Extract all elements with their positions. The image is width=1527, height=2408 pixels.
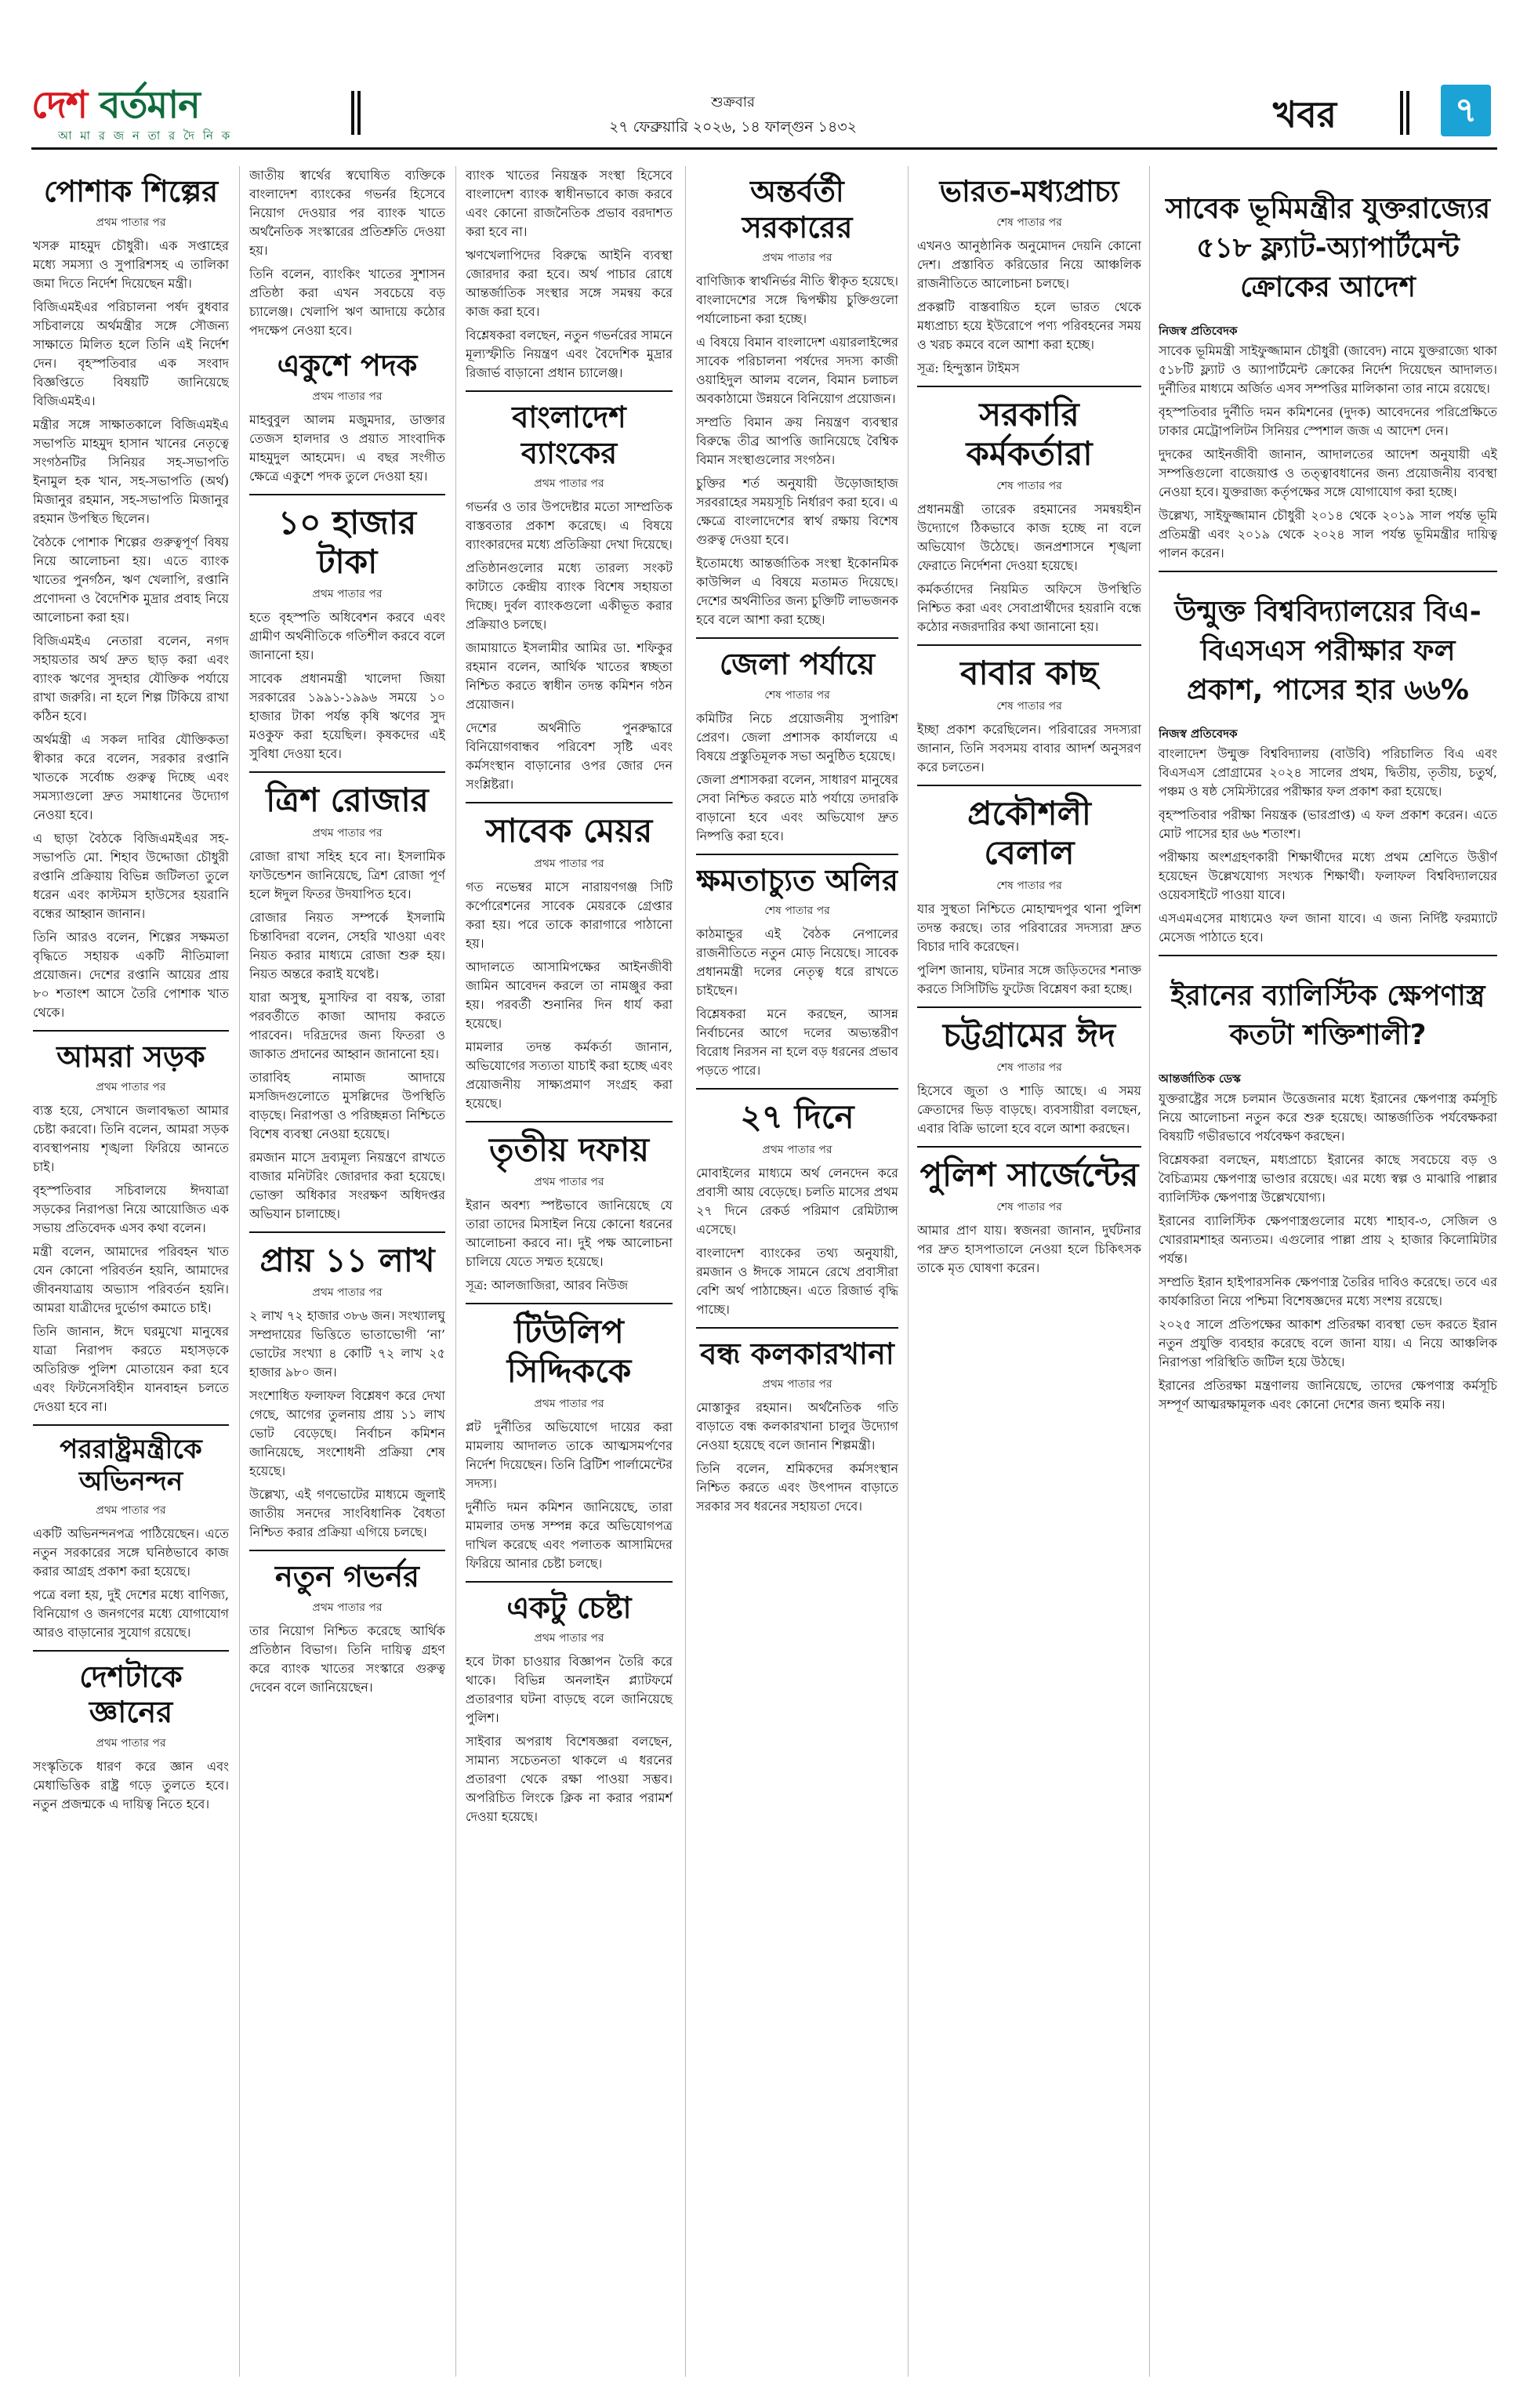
- column-divider: [455, 166, 456, 2377]
- body-text: বৃহস্পতিবার দুর্নীতি দমন কমিশনের (দুদক) আবেদনের পরিপ্রেক্ষিতে ঢাকার মেট্রোপলিটন সিনিয়র স্পেশাল জজ এ আদেশ দেন।: [1159, 404, 1497, 438]
- continuation-label: প্রথম পাতার পর: [534, 1632, 604, 1645]
- continuation-label: প্রথম পাতার পর: [312, 588, 383, 601]
- body-text: রোজার নিয়ত সম্পর্কে ইসলামি চিন্তাবিদরা বলেন, সেহরি খাওয়া এবং নিয়ত করার মাধ্যমে রোজা শুরু হয়। নিয়ত অন্তরে করাই যথেষ্ট।: [249, 909, 445, 981]
- body-text: ব্যস্ত হয়ে, সেখানে জলাবদ্ধতা আমার চেষ্টা করবো। তিনি বলেন, আমরা সড়ক ব্যবস্থাপনায় শৃঙ্খলা ফিরিয়ে আনতে চাই।: [33, 1103, 229, 1175]
- column-4: [696, 166, 898, 2377]
- body-text: কর্মকর্তাদের নিয়মিত অফিসে উপস্থিতি নিশ্চিত করা এবং সেবাপ্রার্থীদের হয়রানি বন্ধে কঠোর নজরদারির কথা জানানো হয়।: [917, 582, 1141, 635]
- headline-right-3: ইরানের ব্যালিস্টিক ক্ষেপণাস্ত্র কতটা শক্তিশালী?: [1170, 980, 1485, 1051]
- column-divider: [685, 166, 686, 2377]
- headline-jela: জেলা পর্যায়ে: [719, 647, 876, 682]
- headline-baba: বাবার কাছ: [960, 654, 1098, 693]
- headline-desh: দেশটাকে জ্ঞানের: [79, 1659, 183, 1730]
- logo-red-text: দেশ: [31, 83, 88, 127]
- continuation-label: শেষ পাতার পর: [996, 699, 1062, 713]
- headline-amra: আমরা সড়ক: [56, 1039, 205, 1074]
- body-text: ইতোমধ্যে আন্তর্জাতিক সংস্থা ইকোনমিক কাউন্সিল এ বিষয়ে মতামত দিয়েছে। দেশের অর্থনীতির জন্য চুক্তিটি লাভজনক হবে বলে আশা করা হচ্ছে।: [696, 556, 898, 628]
- body-text: বৃহস্পতিবার পরীক্ষা নিয়ন্ত্রক (ভারপ্রাপ্ত) এ ফল প্রকাশ করেন। এতে মোট পাসের হার ৬৬ শতাংশ।: [1159, 807, 1497, 841]
- body-text: প্লট দুর্নীতির অভিযোগে দায়ের করা মামলায় আদালত তাকে আত্মসমর্পণের নির্দেশ দিয়েছেন। তিনি ব্রিটিশ পার্লামেন্টের সদস্য।: [466, 1419, 673, 1491]
- masthead-divider: [357, 91, 361, 135]
- body-text: পরীক্ষায় অংশগ্রহণকারী শিক্ষার্থীদের মধ্যে প্রথম শ্রেণিতে উত্তীর্ণ হয়েছেন উল্লেখযোগ্য সংখ্যক শিক্ষার্থী। ফলাফল বিশ্ববিদ্যালয়ের ওয়েবসাইটে পাওয়া যাবে।: [1159, 850, 1497, 902]
- body-text: দেশের অর্থনীতি পুনরুদ্ধারে বিনিয়োগবান্ধব পরিবেশ সৃষ্টি এবং কর্মসংস্থান বাড়ানোর ওপর জোর দেন সংশ্লিষ্টরা।: [466, 720, 673, 792]
- masthead-divider: [1406, 91, 1409, 135]
- body-text: সংশোধিত ফলাফল বিশ্লেষণ করে দেখা গেছে, আগের তুলনায় প্রায় ১১ লাখ ভোট বেড়েছে। নির্বাচন কমিশন জানিয়েছে, সংশোধনী প্রক্রিয়া শেষ হয়েছে।: [249, 1388, 445, 1479]
- story-divider: [917, 1146, 1141, 1148]
- body-text: মন্ত্রীর সঙ্গে সাক্ষাতকালে বিজিএমইএ সভাপতি মাহমুদ হাসান খানের নেতৃত্বে সংগঠনটির সিনিয়র সহ-সভাপতি ইনামুল হক খান, সহ-সভাপতি (অর্থ) মিজানুর রহমান, সহ-সভাপতি মিজানুর রহমান উপস্থিত ছিলেন।: [33, 416, 229, 526]
- continuation-label: শেষ পাতার পর: [764, 688, 830, 702]
- body-text: জেলা প্রশাসকরা বলেন, সাধারণ মানুষের সেবা নিশ্চিত করতে মাঠ পর্যায়ে তদারকি বাড়ানো হবে এবং অভিযোগ দ্রুত নিষ্পত্তি করা হবে।: [696, 771, 898, 843]
- story-divider: [696, 637, 898, 639]
- body-text: পুলিশ জানায়, ঘটনার সঙ্গে জড়িতদের শনাক্ত করতে সিসিটিভি ফুটেজ বিশ্লেষণ করা হচ্ছে।: [917, 962, 1141, 996]
- body-text: বিশ্লেষকরা বলছেন, মধ্যপ্রাচ্যে ইরানের কাছে সবচেয়ে বড় ও বৈচিত্র্যময় ক্ষেপণাস্ত্র ভাণ্ডার রয়েছে। এর মধ্যে স্বল্প ও মাঝারি পাল্লার ব্যালিস্টিক ক্ষেপণাস্ত্র উল্লেখযোগ্য।: [1159, 1152, 1497, 1205]
- column-5: [917, 166, 1141, 2377]
- story-divider: [33, 1030, 229, 1032]
- body-text: এ ছাড়া বৈঠকে বিজিএমইএর সহ-সভাপতি মো. শিহাব উদ্দোজা চৌধুরী রপ্তানি প্রক্রিয়ায় বিভিন্ন জটিলতা তুলে ধরেন এবং কাস্টমস হাউসের হয়রানি বন্ধের আহ্বান জানান।: [33, 830, 229, 921]
- body-text: মন্ত্রী বলেন, আমাদের পরিবহন খাত যেন কোনো পরিবর্তন হয়নি, আমাদের জীবনযাত্রায় অভ্যাস পরিবর্তন হয়নি। আমরা যাত্রীদের দুর্ভোগ কমাতে চাই।: [33, 1244, 229, 1316]
- body-text: সম্প্রতি ইরান হাইপারসনিক ক্ষেপণাস্ত্র তৈরির দাবিও করেছে। তবে এর কার্যকারিতা নিয়ে পশ্চিমা বিশেষজ্ঞদের মধ্যে সংশয় রয়েছে।: [1159, 1275, 1497, 1308]
- body-text: দুদকের আইনজীবী জানান, আদালতের আদেশ অনুযায়ী এই সম্পত্তিগুলো বাজেয়াপ্ত ও তত্ত্বাবধানের জন্য প্রয়োজনীয় ব্যবস্থা নেওয়া হবে। যুক্তরাজ্য কর্তৃপক্ষের সঙ্গে যোগাযোগ করা হচ্ছে।: [1159, 447, 1497, 499]
- headline-dosh: ১০ হাজার টাকা: [277, 502, 417, 581]
- body-text: রোজা রাখা সহিহ হবে না। ইসলামিক ফাউন্ডেশন জানিয়েছে, ত্রিশ রোজা পূর্ণ হলে ঈদুল ফিতর উদযাপিত হবে।: [249, 848, 445, 901]
- reporter-credit: নিজস্ব প্রতিবেদক: [1159, 727, 1238, 741]
- body-text: বিশ্লেষকরা মনে করছেন, আসন্ন নির্বাচনের আগে দলের অভ্যন্তরীণ বিরোধ নিরসন না হলে বড় ধরনের প্রভাব পড়তে পারে।: [696, 1006, 898, 1079]
- continuation-label: প্রথম পাতার পর: [312, 1286, 383, 1300]
- continuation-label: প্রথম পাতার পর: [96, 1081, 166, 1094]
- headline-notun: নতুন গভর্নর: [275, 1559, 419, 1594]
- story-divider: [466, 390, 673, 392]
- body-text: হবে টাকা চাওয়ার বিজ্ঞাপন তৈরি করে থাকে। বিভিন্ন অনলাইন প্ল্যাটফর্মে প্রতারণার ঘটনা বাড়ছে বলে জানিয়েছে পুলিশ।: [466, 1654, 673, 1726]
- story-divider: [33, 1650, 229, 1652]
- continuation-label: প্রথম পাতার পর: [312, 390, 383, 403]
- continuation-label: প্রথম পাতার পর: [534, 1397, 604, 1410]
- source-credit: সূত্র: হিন্দুস্তান টাইমস: [917, 360, 1020, 375]
- body-text: ২ লাখ ৭২ হাজার ৩৮৬ জন। সংখ্যালঘু সম্প্রদায়ের ভিত্তিতে ভাতাভোগী ‘না’ ভোটের সংখ্যা ৪ কোটি ৭২ লাখ ২৫ হাজার ৯৮০ জন।: [249, 1308, 445, 1380]
- body-text: বাংলাদেশ ব্যাংকের তথ্য অনুযায়ী, রমজান ও ঈদকে সামনে রেখে প্রবাসীরা বেশি অর্থ পাঠাচ্ছেন। এতে রিজার্ভ বৃদ্ধি পাচ্ছে।: [696, 1245, 898, 1317]
- masthead-divider: [351, 91, 354, 135]
- headline-tritio: তৃতীয় দফায়: [488, 1130, 650, 1169]
- newspaper-logo: [31, 85, 200, 125]
- body-text: উল্লেখ্য, সাইফুজ্জামান চৌধুরী ২০১৪ থেকে ২০১৯ সাল পর্যন্ত ভূমি প্রতিমন্ত্রী এবং ২০১৯ থেকে ২০২৪ সাল পর্যন্ত ভূমিমন্ত্রীর দায়িত্ব পালন করেন।: [1159, 508, 1497, 560]
- headline-prorastro: পররাষ্ট্রমন্ত্রীকে অভিনন্দন: [60, 1434, 202, 1497]
- body-text: সাবেক ভূমিমন্ত্রী সাইফুজ্জামান চৌধুরী (জাবেদ) নামে যুক্তরাজ্যে থাকা ৫১৮টি ফ্ল্যাট ও অ্যাপার্টমেন্ট ক্রোকের নির্দেশ দিয়েছেন আদালত। দুর্নীতির মাধ্যমে অর্জিত এসব সম্পত্তির মালিকানা তার নামে রয়েছে।: [1159, 343, 1497, 396]
- continuation-label: শেষ পাতার পর: [996, 480, 1062, 493]
- headline-sabek: সাবেক মেয়র: [485, 811, 653, 850]
- story-divider: [33, 1424, 229, 1426]
- body-text: খসরু মাহমুদ চৌধুরী। এক সপ্তাহের মধ্যে সমস্যা ও সুপারিশসহ এ তালিকা জমা দিতে নির্দেশ দিয়েছেন মন্ত্রী।: [33, 238, 229, 291]
- story-divider: [1159, 955, 1497, 956]
- story-divider: [249, 771, 445, 773]
- body-text: তার নিয়োগ নিশ্চিত করেছে আর্থিক প্রতিষ্ঠান বিভাগ। তিনি দায়িত্ব গ্রহণ করে ব্যাংক খাতের সংস্কারে গুরুত্ব দেবেন বলে জানিয়েছেন।: [249, 1623, 445, 1695]
- headline-antorborti: অন্তর্বর্তী সরকারের: [742, 174, 853, 245]
- body-text: উল্লেখ্য, এই গণভোটের মাধ্যমে জুলাই জাতীয় সনদের সাংবিধানিক বৈধতা নিশ্চিত করার প্রক্রিয়া এগিয়ে চলছে।: [249, 1487, 445, 1540]
- body-text: মামলার তদন্ত কর্মকর্তা জানান, অভিযোগের সত্যতা যাচাই করা হচ্ছে এবং প্রয়োজনীয় সাক্ষ্যপ্রমাণ সংগ্রহ করা হয়েছে।: [466, 1039, 673, 1111]
- continuation-label: প্রথম পাতার পর: [312, 826, 383, 840]
- continuation-label: প্রথম পাতার পর: [96, 1503, 166, 1517]
- story-divider: [696, 1088, 898, 1090]
- body-text: তিনি বলেন, শ্রমিকদের কর্মসংস্থান নিশ্চিত করতে এবং উৎপাদন বাড়াতে সরকার সব ধরনের সহায়তা দেবে।: [696, 1461, 898, 1514]
- body-text: মোবাইলের মাধ্যমে অর্থ লেনদেন করে প্রবাসী আয় বেড়েছে। চলতি মাসের প্রথম ২৭ দিনে রেকর্ড পরিমাণ রেমিট্যান্স এসেছে।: [696, 1165, 898, 1237]
- body-text: প্রকল্পটি বাস্তবায়িত হলে ভারত থেকে মধ্যপ্রাচ্য হয়ে ইউরোপে পণ্য পরিবহনের সময় ও খরচ কমবে বলে আশা করা হচ্ছে।: [917, 299, 1141, 352]
- section-name: খবর: [1273, 93, 1337, 136]
- issue-date: ২৭ ফেব্রুয়ারি ২০২৬, ১৪ ফাল্গুন ১৪৩২: [608, 118, 858, 136]
- column-divider: [1149, 166, 1150, 2377]
- story-divider: [466, 1121, 673, 1122]
- body-text: প্রধানমন্ত্রী তারেক রহমানের সমন্বয়হীন উদ্যোগে ঠিকভাবে কাজ হচ্ছে না বলে অভিযোগ উঠেছে। জনপ্রশাসনে শৃঙ্খলা ফেরাতে নির্দেশনা দেওয়া হয়েছে।: [917, 502, 1141, 574]
- headline-right-2: উন্মুক্ত বিশ্ববিদ্যালয়ের বিএ-বিএসএস পরীক্ষার ফল প্রকাশ, পাসের হার ৬৬%: [1174, 596, 1482, 706]
- continuation-label: শেষ পাতার পর: [764, 905, 830, 918]
- body-text: এখনও আনুষ্ঠানিক অনুমোদন দেয়নি কোনো দেশ। প্রস্তাবিত করিডোর নিয়ে আঞ্চলিক রাজনীতিতে আলোচনা চলছে।: [917, 238, 1141, 291]
- continuation-label: শেষ পাতার পর: [996, 1201, 1062, 1214]
- continuation-label: প্রথম পাতার পর: [534, 1175, 604, 1188]
- body-text: তিনি বলেন, ব্যাংকিং খাতের সুশাসন প্রতিষ্ঠা করা এখন সবচেয়ে বড় চ্যালেঞ্জ। খেলাপি ঋণ আদায়ে কঠোর পদক্ষেপ নেওয়া হবে।: [249, 267, 445, 338]
- body-text: প্রতিষ্ঠানগুলোর মধ্যে তারল্য সংকট কাটাতে কেন্দ্রীয় ব্যাংক বিশেষ সহায়তা দিচ্ছে। দুর্বল ব্যাংকগুলো একীভূত করার প্রক্রিয়াও চলছে।: [466, 560, 673, 633]
- column-divider: [239, 166, 240, 2377]
- issue-day: শুক্রবার: [711, 94, 755, 111]
- tagline: আ মা র জ ন তা র দৈ নি ক: [58, 129, 233, 143]
- headline-bondho: বন্ধ কলকারখানা: [700, 1336, 894, 1371]
- body-text: এ বিষয়ে বিমান বাংলাদেশ এয়ারলাইন্সের সাবেক পরিচালনা পর্ষদের সদস্য কাজী ওয়াহিদুল আলম বলেন, বিমান চলাচল অবকাঠামো উন্নয়নে বিনিয়োগ প্রয়োজন।: [696, 335, 898, 407]
- body-text: পত্রে বলা হয়, দুই দেশের মধ্যে বাণিজ্য, বিনিয়োগ ও জনগণের মধ্যে যোগাযোগ আরও বাড়ানোর সুযোগ রয়েছে।: [33, 1587, 229, 1640]
- story-divider: [696, 854, 898, 855]
- headline-bharat: ভারত-মধ্যপ্রাচ্য: [939, 174, 1119, 209]
- story-divider: [466, 1581, 673, 1583]
- reporter-credit: আন্তর্জাতিক ডেস্ক: [1159, 1072, 1241, 1086]
- body-text: তিনি জানান, ঈদে ঘরমুখো মানুষের যাত্রা নিরাপদ করতে মহাসড়কে অতিরিক্ত পুলিশ মোতায়েন করা হবে এবং ফিটনেসবিহীন যানবাহন চলতে দেওয়া হবে না।: [33, 1324, 229, 1415]
- body-text: ইরানের ব্যালিস্টিক ক্ষেপণাস্ত্রগুলোর মধ্যে শাহাব-৩, সেজিল ও খোররামশাহর অন্যতম। এগুলোর পাল্লা প্রায় ২ হাজার কিলোমিটার পর্যন্ত।: [1159, 1213, 1497, 1266]
- headline-sorkari: সরকারি কর্মকর্তারা: [966, 394, 1093, 473]
- headline-police: পুলিশ সার্জেন্টের: [919, 1155, 1139, 1194]
- continuation-label: প্রথম পাতার পর: [762, 252, 832, 265]
- headline-chottogram: চট্টগ্রামের ঈদ: [942, 1015, 1116, 1054]
- column-1: [33, 166, 229, 2377]
- body-text: জাতীয় স্বার্থের স্বঘোষিত ব্যক্তিকে বাংলাদেশ ব্যাংকের গভর্নর হিসেবে নিয়োগ দেওয়ার পর ব্যাংক খাতে অর্থনৈতিক সংস্কারের প্রতিশ্রুতি দেওয়া হয়।: [249, 168, 445, 258]
- headline-ekushe: একুশে পদক: [277, 348, 418, 383]
- story-divider: [249, 494, 445, 495]
- body-text: যুক্তরাষ্ট্রের সঙ্গে চলমান উত্তেজনার মধ্যে ইরানের ক্ষেপণাস্ত্র কর্মসূচি নিয়ে আলোচনা নতুন করে শুরু হয়েছে। আন্তর্জাতিক পর্যবেক্ষকরা বিষয়টি গভীরভাবে পর্যবেক্ষণ করছেন।: [1159, 1091, 1497, 1144]
- column-3: [466, 166, 673, 2377]
- body-text: বৈঠকে পোশাক শিল্পের গুরুত্বপূর্ণ বিষয় নিয়ে আলোচনা হয়। এতে ব্যাংক খাতের পুনর্গঠন, ঋণ খেলাপি, রপ্তানি প্রণোদনা ও বৈদেশিক মুদ্রার প্রবাহ নিয়ে আলোচনা করা হয়।: [33, 534, 229, 625]
- body-text: ঋণখেলাপিদের বিরুদ্ধে আইনি ব্যবস্থা জোরদার করা হবে। অর্থ পাচার রোধে আন্তর্জাতিক সংস্থার সঙ্গে সমন্বয় করে কাজ করা হবে।: [466, 248, 673, 319]
- body-text: হতে বৃহস্পতি অধিবেশন করবে এবং গ্রামীণ অর্থনীতিকে গতিশীল করবে বলে জানানো হয়।: [249, 610, 445, 663]
- body-text: মাহবুবুল আলম মজুমদার, ডাক্তার তেজস হালদার ও প্রয়াত সাংবাদিক মাহমুদুল আহমেদ। এ বছর সংগীত ক্ষেত্রে একুশে পদক তুলে দেওয়া হয়।: [249, 412, 445, 484]
- column-divider: [908, 166, 909, 2377]
- headline-right-1: সাবেক ভূমিমন্ত্রীর যুক্তরাজ্যের ৫১৮ ফ্ল্যাট-অ্যাপার্টমেন্ট ক্রোকের আদেশ: [1165, 193, 1491, 303]
- story-divider: [249, 1550, 445, 1551]
- body-text: হিসেবে জুতা ও শাড়ি আছে। এ সময় ক্রেতাদের ভিড় বাড়ছে। ব্যবসায়ীরা বলছেন, এবার বিক্রি ভালো হবে বলে আশা করছেন।: [917, 1083, 1141, 1136]
- masthead-rule: [31, 147, 1497, 150]
- page-number-badge: ৭: [1441, 85, 1491, 136]
- body-text: আদালতে আসামিপক্ষের আইনজীবী জামিন আবেদন করলে তা নামঞ্জুর করা হয়। পরবর্তী শুনানির দিন ধার্য করা হয়েছে।: [466, 959, 673, 1031]
- story-divider: [466, 802, 673, 803]
- body-text: যার সুস্থতা নিশ্চিতে মোহাম্মদপুর থানা পুলিশ তদন্ত করছে। তার পরিবারের সদস্যরা দ্রুত বিচার দাবি করেছেন।: [917, 901, 1141, 954]
- body-text: মোস্তাকুর রহমান। অর্থনৈতিক গতি বাড়াতে বন্ধ কলকারখানা চালুর উদ্যোগ নেওয়া হয়েছে বলে জানান শিল্পমন্ত্রী।: [696, 1400, 898, 1453]
- story-divider: [917, 785, 1141, 786]
- headline-khomota: ক্ষমতাচ্যুত অলির: [696, 862, 898, 898]
- story-divider: [466, 1303, 673, 1304]
- headline-prokoushli: প্রকৌশলী বেলাল: [967, 793, 1091, 872]
- body-text: কাঠমান্ডুর এই বৈঠক নেপালের রাজনীতিতে নতুন মোড় নিয়েছে। সাবেক প্রধানমন্ত্রী দলের নেতৃত্ব ধরে রাখতে চাইছেন।: [696, 927, 898, 999]
- story-divider: [917, 1006, 1141, 1008]
- body-text: যারা অসুস্থ, মুসাফির বা বয়স্ক, তারা পরবর্তীতে কাজা আদায় করতে পারবেন। দরিদ্রদের জন্য ফিতরা ও জাকাত প্রদানের আহ্বান জানানো হয়।: [249, 989, 445, 1061]
- body-text: সংস্কৃতিকে ধারণ করে জ্ঞান এবং মেধাভিত্তিক রাষ্ট্র গড়ে তুলতে হবে। নতুন প্রজন্মকে এ দায়িত্ব নিতে হবে।: [33, 1758, 229, 1811]
- headline-prai: প্রায় ১১ লাখ: [259, 1240, 435, 1279]
- story-divider: [917, 644, 1141, 646]
- story-divider: [917, 386, 1141, 387]
- body-text: সম্প্রতি বিমান ক্রয় নিয়ন্ত্রণ ব্যবস্থার বিরুদ্ধে তীব্র আপত্তি জানিয়েছে বৈশ্বিক বিমান সংস্থাগুলোর সংগঠন।: [696, 415, 898, 468]
- continuation-label: প্রথম পাতার পর: [534, 477, 604, 491]
- continuation-label: প্রথম পাতার পর: [762, 1378, 832, 1391]
- body-text: চুক্তির শর্ত অনুযায়ী উড়োজাহাজ সরবরাহের সময়সূচি নির্ধারণ করা হবে। এ ক্ষেত্রে বাংলাদেশের স্বার্থ রক্ষায় বিশেষ গুরুত্ব দেওয়া হবে।: [696, 476, 898, 548]
- headline-trish: ত্রিশ রোজার: [266, 781, 429, 820]
- continuation-label: শেষ পাতার পর: [996, 1061, 1062, 1074]
- body-text: তিনি আরও বলেন, শিল্পের সক্ষমতা বৃদ্ধিতে সহায়ক একটি নীতিমালা প্রয়োজন। দেশের রপ্তানি আয়ের প্রায় ৮০ শতাংশ আসে তৈরি পোশাক খাত থেকে।: [33, 929, 229, 1020]
- body-text: ইচ্ছা প্রকাশ করেছিলেন। পরিবারের সদস্যরা জানান, তিনি সবসময় বাবার আদর্শ অনুসরণ করে চলতেন।: [917, 721, 1141, 774]
- body-text: বিজিএমইএ নেতারা বলেন, নগদ সহায়তার অর্থ দ্রুত ছাড় করা এবং ব্যাংক ঋণের সুদহার যৌক্তিক পর্যায়ে রাখা জরুরি। না হলে শিল্প টিকিয়ে রাখা কঠিন হবে।: [33, 633, 229, 723]
- body-text: আমার প্রাণ যায়। স্বজনরা জানান, দুর্ঘটনার পর দ্রুত হাসপাতালে নেওয়া হলে চিকিৎসক তাকে মৃত ঘোষণা করেন।: [917, 1223, 1141, 1276]
- continuation-label: প্রথম পাতার পর: [96, 1736, 166, 1750]
- body-text: রমজান মাসে দ্রব্যমূল্য নিয়ন্ত্রণে রাখতে বাজার মনিটরিং জোরদার করা হয়েছে। ভোক্তা অধিকার সংরক্ষণ অধিদপ্তর অভিযান চালাচ্ছে।: [249, 1149, 445, 1221]
- headline-poshak: পোশাক শিল্পের: [43, 174, 219, 209]
- body-text: এসএমএসের মাধ্যমেও ফল জানা যাবে। এ জন্য নির্দিষ্ট ফরম্যাটে মেসেজ পাঠাতে হবে।: [1159, 911, 1497, 945]
- story-divider: [1159, 571, 1497, 572]
- headline-bangladesh: বাংলাদেশ ব্যাংকের: [512, 400, 626, 470]
- reporter-credit: নিজস্ব প্রতিবেদক: [1159, 324, 1238, 338]
- body-text: ইরান অবশ্য স্পষ্টভাবে জানিয়েছে যে তারা তাদের মিসাইল নিয়ে কোনো ধরনের আলোচনা করবে না। দুই পক্ষ আলোচনা চালিয়ে যেতে সম্মত হয়েছে।: [466, 1197, 673, 1269]
- body-text: গত নভেম্বর মাসে নারায়ণগঞ্জ সিটি কর্পোরেশনের সাবেক মেয়রকে গ্রেপ্তার করা হয়। পরে তাকে কারাগারে পাঠানো হয়।: [466, 879, 673, 951]
- body-text: ইরানের প্রতিরক্ষা মন্ত্রণালয় জানিয়েছে, তাদের ক্ষেপণাস্ত্র কর্মসূচি সম্পূর্ণ আত্মরক্ষামূলক এবং কোনো দেশের জন্য হুমকি নয়।: [1159, 1378, 1497, 1412]
- masthead: [31, 85, 1497, 150]
- body-text: তারাবিহ নামাজ আদায়ে মসজিদগুলোতে মুসল্লিদের উপস্থিতি বাড়ছে। নিরাপত্তা ও পরিচ্ছন্নতা নিশ্চিতে বিশেষ ব্যবস্থা নেওয়া হয়েছে।: [249, 1069, 445, 1141]
- continuation-label: শেষ পাতার পর: [996, 216, 1062, 229]
- body-text: অর্থমন্ত্রী এ সকল দাবির যৌক্তিকতা স্বীকার করে বলেন, সরকার রপ্তানি খাতকে সর্বোচ্চ গুরুত্ব দিচ্ছে এবং সমস্যাগুলো দ্রুত সমাধানের উদ্যোগ নেওয়া হবে।: [33, 731, 229, 822]
- continuation-label: প্রথম পাতার পর: [534, 857, 604, 870]
- body-text: বিশ্লেষকরা বলছেন, নতুন গভর্নরের সামনে মূল্যস্ফীতি নিয়ন্ত্রণ এবং বৈদেশিক মুদ্রার রিজার্ভ বাড়ানো প্রধান চ্যালেঞ্জ।: [466, 328, 673, 380]
- body-text: বাংলাদেশ উন্মুক্ত বিশ্ববিদ্যালয় (বাউবি) পরিচালিত বিএ এবং বিএসএস প্রোগ্রামের ২০২৪ সালের প্রথম, দ্বিতীয়, তৃতীয়, চতুর্থ, পঞ্চম ও ষষ্ঠ সেমিস্টারের পরীক্ষার ফল প্রকাশ করা হয়েছে।: [1159, 746, 1497, 799]
- column-6: [1159, 166, 1497, 2377]
- body-text: সাবেক প্রধানমন্ত্রী খালেদা জিয়া সরকারের ১৯৯১-১৯৯৬ সময়ে ১০ হাজার টাকা পর্যন্ত কৃষি ঋণের সুদ মওকুফ করা হয়েছিল। কৃষকদের এই সুবিধা দেওয়া হবে।: [249, 671, 445, 762]
- body-text: কমিটির নিচে প্রয়োজনীয় সুপারিশ প্রেরণ। জেলা প্রশাসক কার্যালয়ে এ বিষয়ে প্রস্তুতিমূলক সভা অনুষ্ঠিত হয়েছে।: [696, 710, 898, 763]
- body-text: গভর্নর ও তার উপদেষ্টার মতো সাম্প্রতিক বাস্তবতার প্রকাশ করেছে। এ বিষয়ে ব্যাংকারদের মধ্যে প্রতিক্রিয়া দেখা দিয়েছে।: [466, 499, 673, 553]
- headline-tulip: টিউলিপ সিদ্দিককে: [506, 1311, 632, 1391]
- headline-satash: ২৭ দিনে: [740, 1097, 854, 1137]
- body-text: সাইবার অপরাধ বিশেষজ্ঞরা বলছেন, সামান্য সচেতনতা থাকলে এ ধরনের প্রতারণা থেকে রক্ষা পাওয়া সম্ভব। অপরিচিত লিংকে ক্লিক না করার পরামর্শ দেওয়া হয়েছে।: [466, 1734, 673, 1825]
- story-divider: [249, 1231, 445, 1233]
- body-text: জামায়াতে ইসলামীর আমির ডা. শফিকুর রহমান বলেন, আর্থিক খাতের স্বচ্ছতা নিশ্চিত করতে স্বাধীন তদন্ত কমিশন গঠন প্রয়োজন।: [466, 640, 673, 713]
- body-text: বৃহস্পতিবার সচিবালয়ে ঈদযাত্রা সড়কের নিরাপত্তা নিয়ে আয়োজিত এক সভায় প্রতিবেদক এসব কথা বলেন।: [33, 1183, 229, 1236]
- story-divider: [696, 1327, 898, 1329]
- body-text: বাণিজ্যিক স্বার্থনির্ভর নীতি স্বীকৃত হয়েছে। বাংলাদেশের সঙ্গে দ্বিপক্ষীয় চুক্তিগুলো পর্যালোচনা করা হচ্ছে।: [696, 274, 898, 327]
- continuation-label: প্রথম পাতার পর: [312, 1601, 383, 1614]
- continuation-label: শেষ পাতার পর: [996, 879, 1062, 892]
- body-text: ব্যাংক খাতের নিয়ন্ত্রক সংস্থা হিসেবে বাংলাদেশ ব্যাংক স্বাধীনভাবে কাজ করবে এবং কোনো রাজনৈতিক প্রভাব বরদাশত করা হবে না।: [466, 168, 673, 239]
- body-text: দুর্নীতি দমন কমিশন জানিয়েছে, তারা মামলার তদন্ত সম্পন্ন করে অভিযোগপত্র দাখিল করেছে এবং পলাতক আসামিদের ফিরিয়ে আনার চেষ্টা চলছে।: [466, 1499, 673, 1571]
- source-credit: সূত্র: আলজাজিরা, আরব নিউজ: [466, 1277, 629, 1293]
- logo-green-text: বর্তমান: [99, 83, 200, 127]
- body-text: একটি অভিনন্দনপত্র পাঠিয়েছেন। এতে নতুন সরকারের সঙ্গে ঘনিষ্ঠভাবে কাজ করার আগ্রহ প্রকাশ করা হয়েছে।: [33, 1525, 229, 1579]
- headline-ektu: একটু চেষ্টা: [506, 1590, 632, 1625]
- body-text: বিজিএমইএর পরিচালনা পর্ষদ বুধবার সচিবালয়ে অর্থমন্ত্রীর সঙ্গে সৌজন্য সাক্ষাতে মিলিত হলে তিনি এই নির্দেশ দেন। বৃহস্পতিবার এক সংবাদ বিজ্ঞপ্তিতে বিষয়টি জানিয়েছে বিজিএমইএ।: [33, 299, 229, 408]
- continuation-label: প্রথম পাতার পর: [96, 216, 166, 229]
- continuation-label: প্রথম পাতার পর: [762, 1143, 832, 1156]
- column-2: [249, 166, 445, 2377]
- body-text: ২০২৫ সালে প্রতিপক্ষের আকাশ প্রতিরক্ষা ব্যবস্থা ভেদ করতে ইরান নতুন প্রযুক্তি ব্যবহার করেছে বলে জানা যায়। এ নিয়ে আঞ্চলিক নিরাপত্তা পরিস্থিতি জটিল হয়ে উঠছে।: [1159, 1317, 1497, 1369]
- masthead-divider: [1400, 91, 1403, 135]
